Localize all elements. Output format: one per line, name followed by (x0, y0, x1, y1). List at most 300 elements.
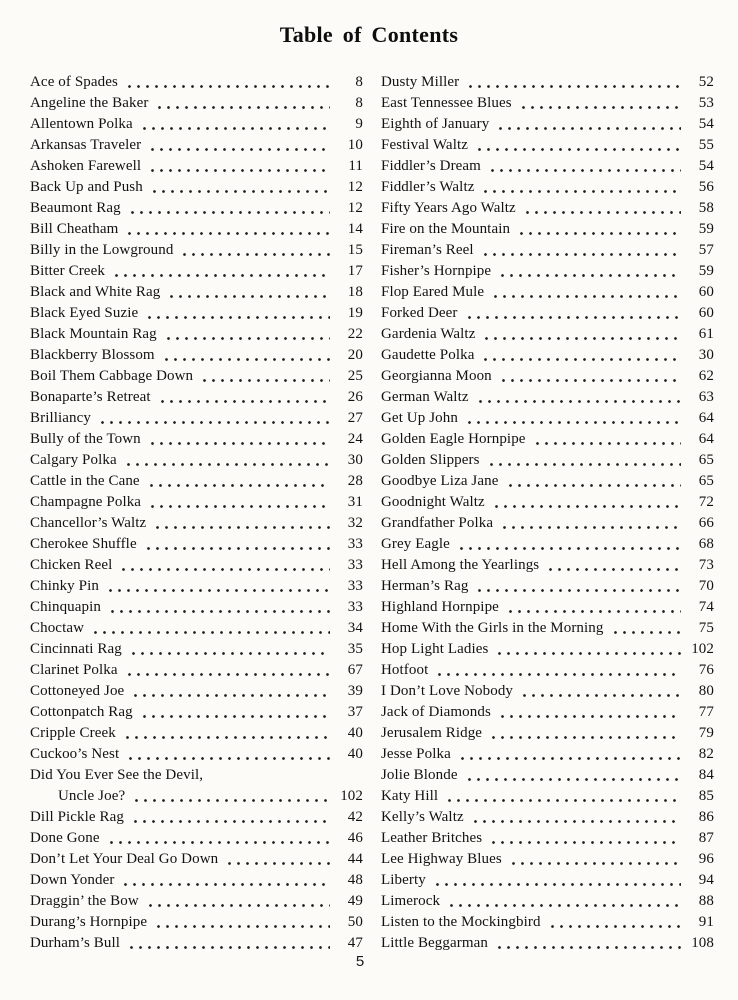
toc-entry-page: 59 (698, 263, 714, 279)
toc-entry (381, 471, 714, 492)
toc-entry-title: Grandfather Polka (381, 515, 494, 531)
toc-entry-title: Cincinnati Rag (30, 641, 122, 657)
toc-entry-page: 54 (698, 158, 714, 174)
toc-entry-page: 58 (698, 200, 714, 216)
toc-entry (30, 450, 363, 471)
toc-entry (30, 681, 363, 702)
toc-entry-page: 27 (347, 410, 363, 426)
toc-entry-page: 44 (347, 851, 363, 867)
toc-entry (30, 135, 363, 156)
dot-leader (500, 513, 681, 534)
toc-entry (30, 534, 363, 555)
toc-entry (30, 912, 363, 933)
dot-leader (499, 366, 681, 387)
toc-entry (381, 639, 714, 660)
toc-entry (30, 576, 363, 597)
toc-entry (30, 723, 363, 744)
toc-entry-title: Fifty Years Ago Waltz (381, 200, 516, 216)
toc-entry-title: Get Up John (381, 410, 458, 426)
toc-entry (381, 72, 714, 93)
toc-entry-title: Georgianna Moon (381, 368, 492, 384)
dot-leader (200, 366, 330, 387)
toc-entry (381, 807, 714, 828)
toc-entry-title: Down Yonder (30, 872, 115, 888)
toc-entry-title: Did You Ever See the Devil, (30, 767, 204, 783)
dot-leader (495, 933, 681, 954)
toc-entry-page: 91 (698, 914, 714, 930)
dot-leader (155, 93, 330, 114)
toc-entry-title: Fireman’s Reel (381, 242, 474, 258)
toc-entry-title: Fire on the Mountain (381, 221, 511, 237)
dot-leader (125, 219, 330, 240)
dot-leader (180, 240, 330, 261)
toc-entry-page: 68 (698, 536, 714, 552)
toc-entry (30, 429, 363, 450)
toc-entry (381, 240, 714, 261)
toc-entry-page: 33 (347, 599, 363, 615)
toc-entry (381, 492, 714, 513)
dot-leader (131, 681, 330, 702)
toc-entry-page: 87 (698, 830, 714, 846)
toc-entry-page: 19 (347, 305, 363, 321)
toc-entry (30, 870, 363, 891)
toc-entry-page: 86 (698, 809, 714, 825)
toc-entry (381, 891, 714, 912)
toc-entry-page: 32 (347, 515, 363, 531)
toc-entry-title: Champagne Polka (30, 494, 142, 510)
toc-entry (381, 219, 714, 240)
toc-entry-title: Black and White Rag (30, 284, 161, 300)
toc-entry-title: Durang’s Hornpipe (30, 914, 148, 930)
toc-entry (381, 723, 714, 744)
toc-entry-title: Choctaw (30, 620, 85, 636)
toc-entry-title: Bill Cheatham (30, 221, 119, 237)
page-title: Table of Contents (279, 22, 459, 47)
toc-entry-title: Katy Hill (381, 788, 439, 804)
toc-entry-page: 24 (347, 431, 363, 447)
toc-entry-title: Durham’s Bull (30, 935, 121, 951)
toc-entry-title: Calgary Polka (30, 452, 117, 468)
toc-entry-title: Ashoken Farewell (30, 158, 142, 174)
dot-leader (140, 702, 330, 723)
dot-leader (144, 534, 330, 555)
toc-entry (30, 639, 363, 660)
toc-entry-page: 60 (698, 284, 714, 300)
toc-entry-title: Bitter Creek (30, 263, 105, 279)
toc-entry (381, 660, 714, 681)
dot-leader (489, 828, 681, 849)
toc-entry (30, 891, 363, 912)
toc-entry-page: 88 (698, 893, 714, 909)
toc-entry (30, 765, 363, 786)
dot-leader (435, 660, 681, 681)
dot-leader (475, 135, 681, 156)
toc-entry (30, 282, 363, 303)
toc-entry-title: Eighth of January (381, 116, 490, 132)
dot-leader (128, 198, 330, 219)
toc-entry-page: 10 (347, 137, 363, 153)
dot-leader (506, 597, 681, 618)
toc-entry-page: 30 (698, 347, 714, 363)
toc-entry (30, 555, 363, 576)
toc-entry-title: Chicken Reel (30, 557, 113, 573)
toc-entry (30, 408, 363, 429)
toc-entry-title: Highland Hornpipe (381, 599, 499, 615)
dot-leader (121, 870, 330, 891)
toc-entry-page: 39 (347, 683, 363, 699)
toc-entry-page: 8 (355, 74, 363, 90)
dot-leader (126, 744, 330, 765)
toc-entry-page: 50 (347, 914, 363, 930)
dot-leader (145, 303, 330, 324)
dot-leader (465, 408, 681, 429)
footer-page-number: 5 (355, 953, 365, 970)
toc-entry-title: I Don’t Love Nobody (381, 683, 514, 699)
dot-leader (148, 156, 330, 177)
toc-entry-page: 28 (347, 473, 363, 489)
dot-leader (154, 912, 330, 933)
toc-entry-title: Arkansas Traveler (30, 137, 142, 153)
toc-entry (381, 765, 714, 786)
toc-entry-title: Goodbye Liza Jane (381, 473, 499, 489)
toc-entry (381, 156, 714, 177)
toc-entry (381, 303, 714, 324)
toc-entry (30, 177, 363, 198)
toc-entry-title: East Tennessee Blues (381, 95, 512, 111)
toc-entry (30, 744, 363, 765)
toc-entry-title: German Waltz (381, 389, 469, 405)
toc-entry-page: 75 (698, 620, 714, 636)
toc-entry (30, 513, 363, 534)
toc-entry (30, 471, 363, 492)
toc-entry-title: Home With the Girls in the Morning (381, 620, 604, 636)
toc-entry-title: Kelly’s Waltz (381, 809, 464, 825)
toc-entry-page: 79 (698, 725, 714, 741)
dot-leader (476, 387, 681, 408)
toc-entry-title: Chinquapin (30, 599, 101, 615)
dot-leader (481, 177, 681, 198)
toc-entry-page: 14 (347, 221, 363, 237)
dot-leader (112, 261, 330, 282)
toc-entry-title: Leather Britches (381, 830, 483, 846)
toc-entry-page: 33 (347, 557, 363, 573)
dot-leader (153, 513, 330, 534)
toc-entry (30, 198, 363, 219)
toc-entry (381, 114, 714, 135)
toc-entry-title: Hotfoot (381, 662, 429, 678)
toc-entry-page: 63 (698, 389, 714, 405)
dot-leader (481, 240, 681, 261)
dot-leader (164, 324, 330, 345)
dot-leader (158, 387, 330, 408)
toc-entry-page: 64 (698, 431, 714, 447)
toc-entry-title: Angeline the Baker (30, 95, 149, 111)
toc-entry-page: 55 (698, 137, 714, 153)
toc-entry-title: Dusty Miller (381, 74, 460, 90)
toc-entry (381, 513, 714, 534)
dot-leader (447, 891, 681, 912)
toc-right-column (381, 72, 714, 954)
dot-leader (492, 492, 681, 513)
toc-entry (30, 933, 363, 954)
toc-entry-title: Gaudette Polka (381, 347, 475, 363)
dot-leader (471, 807, 681, 828)
toc-entry-title: Festival Waltz (381, 137, 468, 153)
toc-entry-title: Draggin’ the Bow (30, 893, 139, 909)
toc-entry-title: Black Mountain Rag (30, 326, 157, 342)
toc-entry-page: 74 (698, 599, 714, 615)
toc-entry-title: Listen to the Mockingbird (381, 914, 541, 930)
dot-leader (496, 114, 681, 135)
dot-leader (509, 849, 681, 870)
toc-entry-title: Fisher’s Hornpipe (381, 263, 492, 279)
toc-entry-title: Hell Among the Yearlings (381, 557, 540, 573)
toc-entry-page: 22 (347, 326, 363, 342)
toc-entry (30, 849, 363, 870)
dot-leader (123, 723, 330, 744)
dot-leader (124, 450, 330, 471)
toc-entry-page: 37 (347, 704, 363, 720)
toc-entry (30, 72, 363, 93)
dot-leader (108, 597, 330, 618)
toc-entry-page: 72 (698, 494, 714, 510)
toc-entry (30, 807, 363, 828)
toc-entry (381, 828, 714, 849)
toc-entry-page: 17 (347, 263, 363, 279)
toc-entry-title: Liberty (381, 872, 426, 888)
toc-entry (30, 387, 363, 408)
toc-entry-page: 12 (347, 200, 363, 216)
toc-entry (381, 135, 714, 156)
dot-leader (519, 93, 681, 114)
dot-leader (466, 72, 681, 93)
dot-leader (548, 912, 681, 933)
dot-leader (148, 492, 330, 513)
toc-entry-title: Black Eyed Suzie (30, 305, 139, 321)
toc-entry-page: 48 (347, 872, 363, 888)
toc-entry (30, 324, 363, 345)
toc-entry (381, 366, 714, 387)
toc-entry (381, 597, 714, 618)
toc-entry-page: 40 (347, 725, 363, 741)
toc-entry-page: 15 (347, 242, 363, 258)
toc-entry-title: Cattle in the Cane (30, 473, 140, 489)
dot-leader (445, 786, 681, 807)
toc-entry-title: Golden Eagle Hornpipe (381, 431, 526, 447)
toc-entry-page: 35 (347, 641, 363, 657)
toc-entry (30, 261, 363, 282)
toc-entry-page: 49 (347, 893, 363, 909)
toc-entry-title: Golden Slippers (381, 452, 480, 468)
dot-leader (107, 828, 330, 849)
dot-leader (132, 786, 330, 807)
toc-entry (381, 786, 714, 807)
toc-entry-page: 59 (698, 221, 714, 237)
toc-entry-title: Flop Eared Mule (381, 284, 485, 300)
dot-leader (433, 870, 681, 891)
toc-entry-page: 40 (347, 746, 363, 762)
dot-leader (498, 702, 681, 723)
dot-leader (148, 429, 330, 450)
dot-leader (546, 555, 681, 576)
toc-entry-page: 20 (347, 347, 363, 363)
toc-entry (30, 597, 363, 618)
toc-entry-title: Fiddler’s Dream (381, 158, 481, 174)
dot-leader (225, 849, 330, 870)
dot-leader (167, 282, 330, 303)
toc-entry-title: Goodnight Waltz (381, 494, 485, 510)
toc-entry-title: Uncle Joe? (58, 788, 126, 804)
toc-entry-page: 84 (698, 767, 714, 783)
toc-entry (30, 240, 363, 261)
toc-entry-page: 8 (355, 95, 363, 111)
toc-left-column (30, 72, 363, 954)
toc-entry (381, 849, 714, 870)
dot-leader (148, 135, 330, 156)
toc-entry-title: Grey Eagle (381, 536, 450, 552)
toc-entry-page: 34 (347, 620, 363, 636)
toc-entry-title: Bully of the Town (30, 431, 141, 447)
toc-entry-title: Allentown Polka (30, 116, 133, 132)
dot-leader (162, 345, 330, 366)
toc-entry (381, 912, 714, 933)
dot-leader (98, 408, 330, 429)
dot-leader (150, 177, 330, 198)
toc-entry (381, 282, 714, 303)
toc-entry-page: 54 (698, 116, 714, 132)
toc-entry-page: 12 (347, 179, 363, 195)
toc-entry-page: 25 (347, 368, 363, 384)
toc-entry (381, 324, 714, 345)
dot-leader (146, 891, 330, 912)
toc-entry-page: 9 (355, 116, 363, 132)
dot-leader (475, 576, 681, 597)
toc-entry-page: 80 (698, 683, 714, 699)
toc-entry-page: 82 (698, 746, 714, 762)
toc-entry-page: 53 (698, 95, 714, 111)
dot-leader (127, 933, 330, 954)
toc-entry-title: Brilliancy (30, 410, 91, 426)
dot-leader (488, 156, 681, 177)
toc-entry (381, 429, 714, 450)
toc-entry (30, 492, 363, 513)
toc-entry-page: 46 (347, 830, 363, 846)
toc-entry-page: 52 (698, 74, 714, 90)
dot-leader (517, 219, 681, 240)
toc-entry (30, 114, 363, 135)
toc-entry (381, 555, 714, 576)
toc-entry-page: 18 (347, 284, 363, 300)
toc-entry-title: Cherokee Shuffle (30, 536, 137, 552)
toc-entry-title: Back Up and Push (30, 179, 143, 195)
toc-entry-title: Jesse Polka (381, 746, 451, 762)
toc-entry-title: Cuckoo’s Nest (30, 746, 120, 762)
toc-entry (381, 387, 714, 408)
dot-leader (129, 639, 330, 660)
toc-entry (30, 219, 363, 240)
toc-entry (30, 702, 363, 723)
toc-entry-title: Bonaparte’s Retreat (30, 389, 151, 405)
toc-entry-title: Done Gone (30, 830, 100, 846)
toc-entry (381, 408, 714, 429)
toc-entry-title: Jolie Blonde (381, 767, 458, 783)
toc-entry (381, 933, 714, 954)
toc-entry-title: Clarinet Polka (30, 662, 118, 678)
toc-entry (381, 261, 714, 282)
dot-leader (482, 324, 681, 345)
dot-leader (458, 744, 681, 765)
toc-entry (381, 345, 714, 366)
toc-entry-page: 65 (698, 473, 714, 489)
dot-leader (491, 282, 681, 303)
dot-leader (481, 345, 681, 366)
toc-entry-title: Ace of Spades (30, 74, 118, 90)
toc-entry-page: 57 (698, 242, 714, 258)
toc-entry-page: 42 (347, 809, 363, 825)
dot-leader (498, 261, 681, 282)
toc-entry-title: Don’t Let Your Deal Go Down (30, 851, 219, 867)
toc-entry-title: Hop Light Ladies (381, 641, 489, 657)
toc-entry-title: Beaumont Rag (30, 200, 121, 216)
dot-leader (106, 576, 330, 597)
toc-entry-page: 65 (698, 452, 714, 468)
toc-entry (381, 702, 714, 723)
toc-entry-page: 77 (698, 704, 714, 720)
dot-leader (125, 660, 330, 681)
toc-entry-page: 70 (698, 578, 714, 594)
toc-entry (30, 93, 363, 114)
dot-leader (465, 765, 681, 786)
toc-entry-title: Blackberry Blossom (30, 347, 155, 363)
dot-leader (131, 807, 330, 828)
toc-entry (30, 828, 363, 849)
toc-entry (30, 366, 363, 387)
toc-entry-page: 30 (347, 452, 363, 468)
toc-entry-title: Fiddler’s Waltz (381, 179, 475, 195)
toc-entry-title: Cottoneyed Joe (30, 683, 125, 699)
dot-leader (506, 471, 682, 492)
toc-entry-title: Jack of Diamonds (381, 704, 491, 720)
toc-entry-page: 11 (348, 158, 363, 174)
toc-entry-title: Dill Pickle Rag (30, 809, 124, 825)
dot-leader (119, 555, 330, 576)
toc-entry (30, 156, 363, 177)
toc-entry-title: Boil Them Cabbage Down (30, 368, 194, 384)
toc-entry-page: 85 (698, 788, 714, 804)
toc-entry-title: Chancellor’s Waltz (30, 515, 147, 531)
toc-entry-page: 64 (698, 410, 714, 426)
toc-entry-page: 66 (698, 515, 714, 531)
dot-leader (523, 198, 681, 219)
toc-entry-page: 60 (698, 305, 714, 321)
dot-leader (91, 618, 330, 639)
dot-leader (489, 723, 681, 744)
toc-entry-page: 56 (698, 179, 714, 195)
dot-leader (487, 450, 681, 471)
toc-entry-page: 33 (347, 536, 363, 552)
dot-leader (147, 471, 330, 492)
toc-entry-page: 31 (347, 494, 363, 510)
dot-leader (495, 639, 681, 660)
toc-entry (381, 450, 714, 471)
toc-entry-page: 102 (691, 641, 714, 657)
dot-leader (533, 429, 681, 450)
toc-entry (381, 618, 714, 639)
toc-entry-title: Billy in the Lowground (30, 242, 174, 258)
toc-entry-page: 33 (347, 578, 363, 594)
toc-entry (30, 345, 363, 366)
toc-entry-title: Cripple Creek (30, 725, 116, 741)
